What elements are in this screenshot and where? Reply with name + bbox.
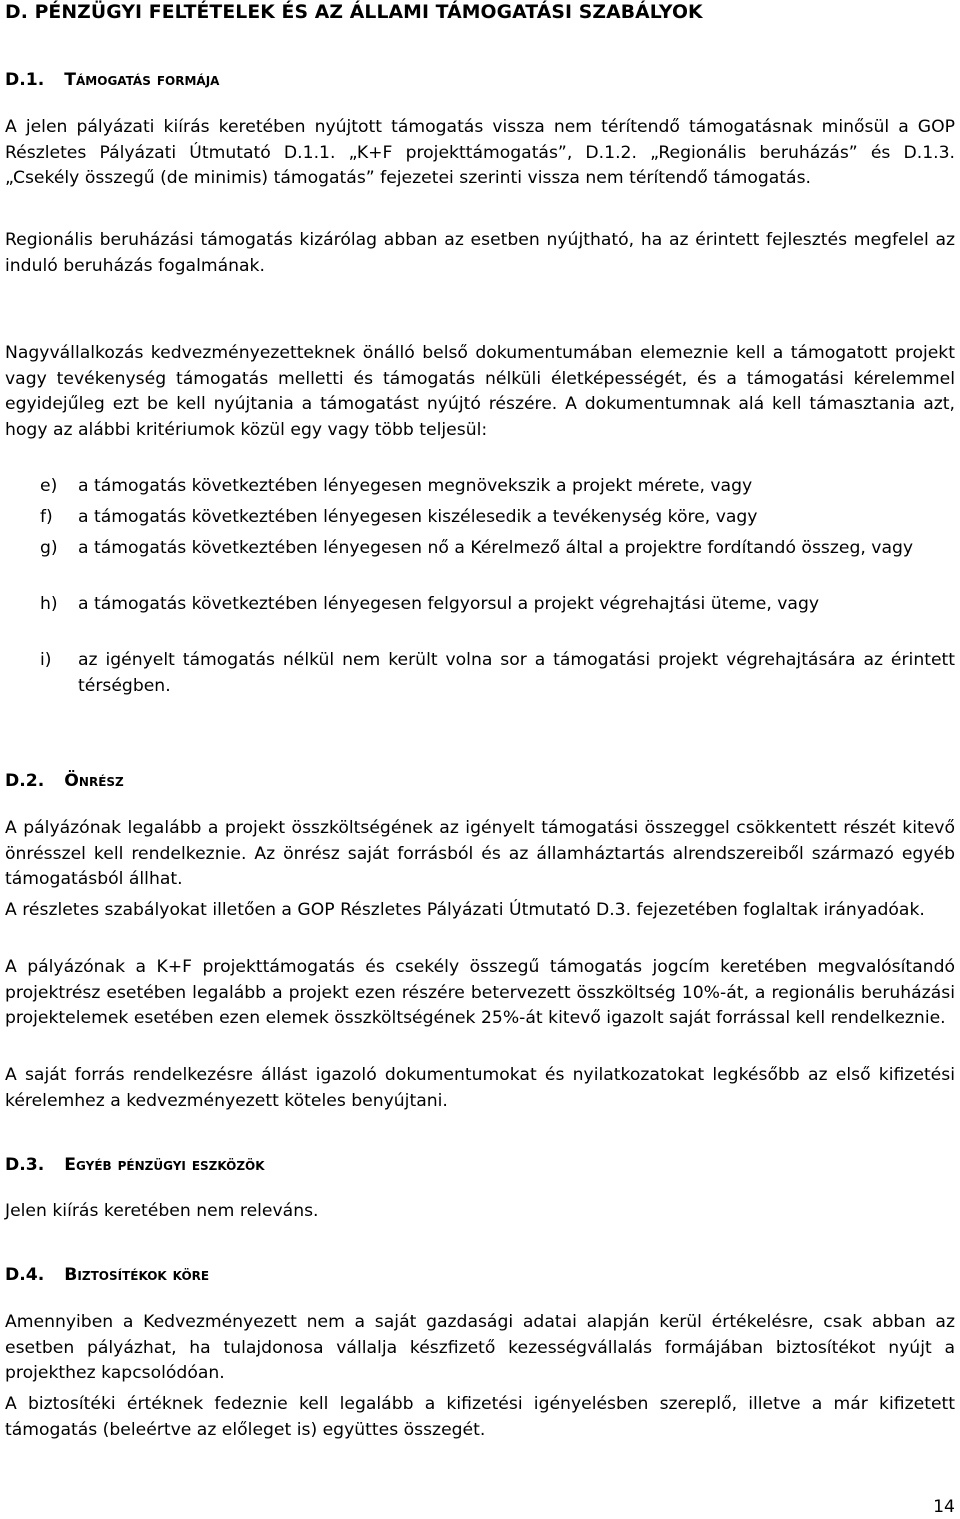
section-d4-paragraph-1: Amennyiben a Kedvezményezett nem a saját gazdasági adatai alapján kerül értékelésre, csak abban az esetben pályázhat, ha tulajdonosa vállalja készfizető kezességvállalás formájában biztosítékot nyújt a projekthez kapcsolódóan. (5, 1312, 955, 1383)
section-d3-paragraph-1: Jelen kiírás keretében nem releváns. (5, 1201, 319, 1221)
list-text: a támogatás következtében lényegesen megnövekszik a projekt mérete, vagy (78, 476, 753, 496)
section-d1-paragraph-3: Nagyvállalkozás kedvezményezetteknek önálló belső dokumentumában elemeznie kell a támogatott projekt vagy tevékenység támogatás melletti és támogatás nélküli életképességét, és a támogatási kérelemmel egyidejűleg ezt be kell nyújtania a támogatást nyújtó részére. A dokumentumnak alá kell támasztania azt, hogy az alábbi kritériumok közül egy vagy több teljesül: (5, 343, 955, 440)
section-d1-number: D.1. (5, 70, 45, 90)
list-marker: h) (40, 594, 58, 614)
section-d2-paragraph-3: A pályázónak a K+F projekttámogatás és csekély összegű támogatás jogcím keretében megvalósítandó projektrész esetében legalább a projekt ezen részére betervezett összköltség 10%-át, a regionális beruházási projektelemek esetében ezen elemek összköltségének 25%-át kitevő igazolt saját forrással kell rendelkeznie. (5, 957, 955, 1028)
list-item (40, 648, 955, 699)
section-d2-paragraph-1: A pályázónak legalább a projekt összköltségének az igényelt támogatási összeggel csökkentett részét kitevő önrésszel kell rendelkeznie. Az önrész saját forrásból és az államháztartás alrendszereiből származó egyéb támogatásból állhat. (5, 818, 955, 889)
section-d4-paragraph-2: A biztosítéki értéknek fedeznie kell legalább a kifizetési igényelésben szereplő, illetve a már kifizetett támogatás (beleértve az előleget is) együttes összegét. (5, 1394, 955, 1440)
list-marker: i) (40, 650, 52, 670)
list-text: az igényelt támogatás nélkül nem került volna sor a támogatási projekt végrehajtására az érintett térségben. (78, 650, 955, 696)
list-text: a támogatás következtében lényegesen kiszélesedik a tevékenység köre, vagy (78, 507, 758, 527)
list-item (40, 474, 955, 500)
section-d4-heading (5, 1265, 209, 1285)
section-d1-paragraph-1: A jelen pályázati kiírás keretében nyújtott támogatás vissza nem térítendő támogatásnak minősül a GOP Részletes Pályázati Útmutató D.1.1. „K+F projekttámogatás”, D.1.2. „Regionális beruházás” és D.1.3. „Csekély összegű (de minimis) támogatás” fejezetei szerinti vissza nem térítendő támogatás. (5, 117, 955, 188)
list-marker: e) (40, 476, 58, 496)
list-item (40, 505, 955, 531)
section-d3-title: Egyéb pénzügyi eszközök (64, 1155, 265, 1175)
section-d4-number: D.4. (5, 1265, 45, 1285)
section-d1-title: Támogatás formája (64, 70, 220, 90)
section-d2-paragraph-4: A saját forrás rendelkezésre állást igazoló dokumentumokat és nyilatkozatokat legkésőbb az első kifizetési kérelemhez a kedvezményezett köteles benyújtani. (5, 1065, 955, 1111)
main-title: D. PÉNZÜGYI FELTÉTELEK ÉS AZ ÁLLAMI TÁMOGATÁSI SZABÁLYOK (5, 2, 703, 23)
list-marker: g) (40, 538, 58, 558)
list-item (40, 536, 955, 562)
section-d2-heading (5, 771, 124, 791)
list-text: a támogatás következtében lényegesen felgyorsul a projekt végrehajtási üteme, vagy (78, 594, 820, 614)
section-d3-heading (5, 1155, 265, 1175)
section-d4-title: Biztosítékok köre (64, 1265, 210, 1285)
list-text: a támogatás következtében lényegesen nő a Kérelmező által a projektre fordítandó összeg, vagy (78, 538, 914, 558)
section-d3-number: D.3. (5, 1155, 45, 1175)
page-number: 14 (933, 1497, 955, 1517)
section-d1-paragraph-2: Regionális beruházási támogatás kizárólag abban az esetben nyújtható, ha az érintett fejlesztés megfelel az induló beruházás fogalmának. (5, 230, 955, 276)
section-d2-number: D.2. (5, 771, 45, 791)
list-marker: f) (40, 507, 53, 527)
section-d2-paragraph-2: A részletes szabályokat illetően a GOP Részletes Pályázati Útmutató D.3. fejezetében foglaltak irányadóak. (5, 900, 925, 920)
section-d1-heading (5, 70, 219, 90)
section-d2-title: Önrész (64, 771, 124, 791)
list-item (40, 592, 955, 618)
